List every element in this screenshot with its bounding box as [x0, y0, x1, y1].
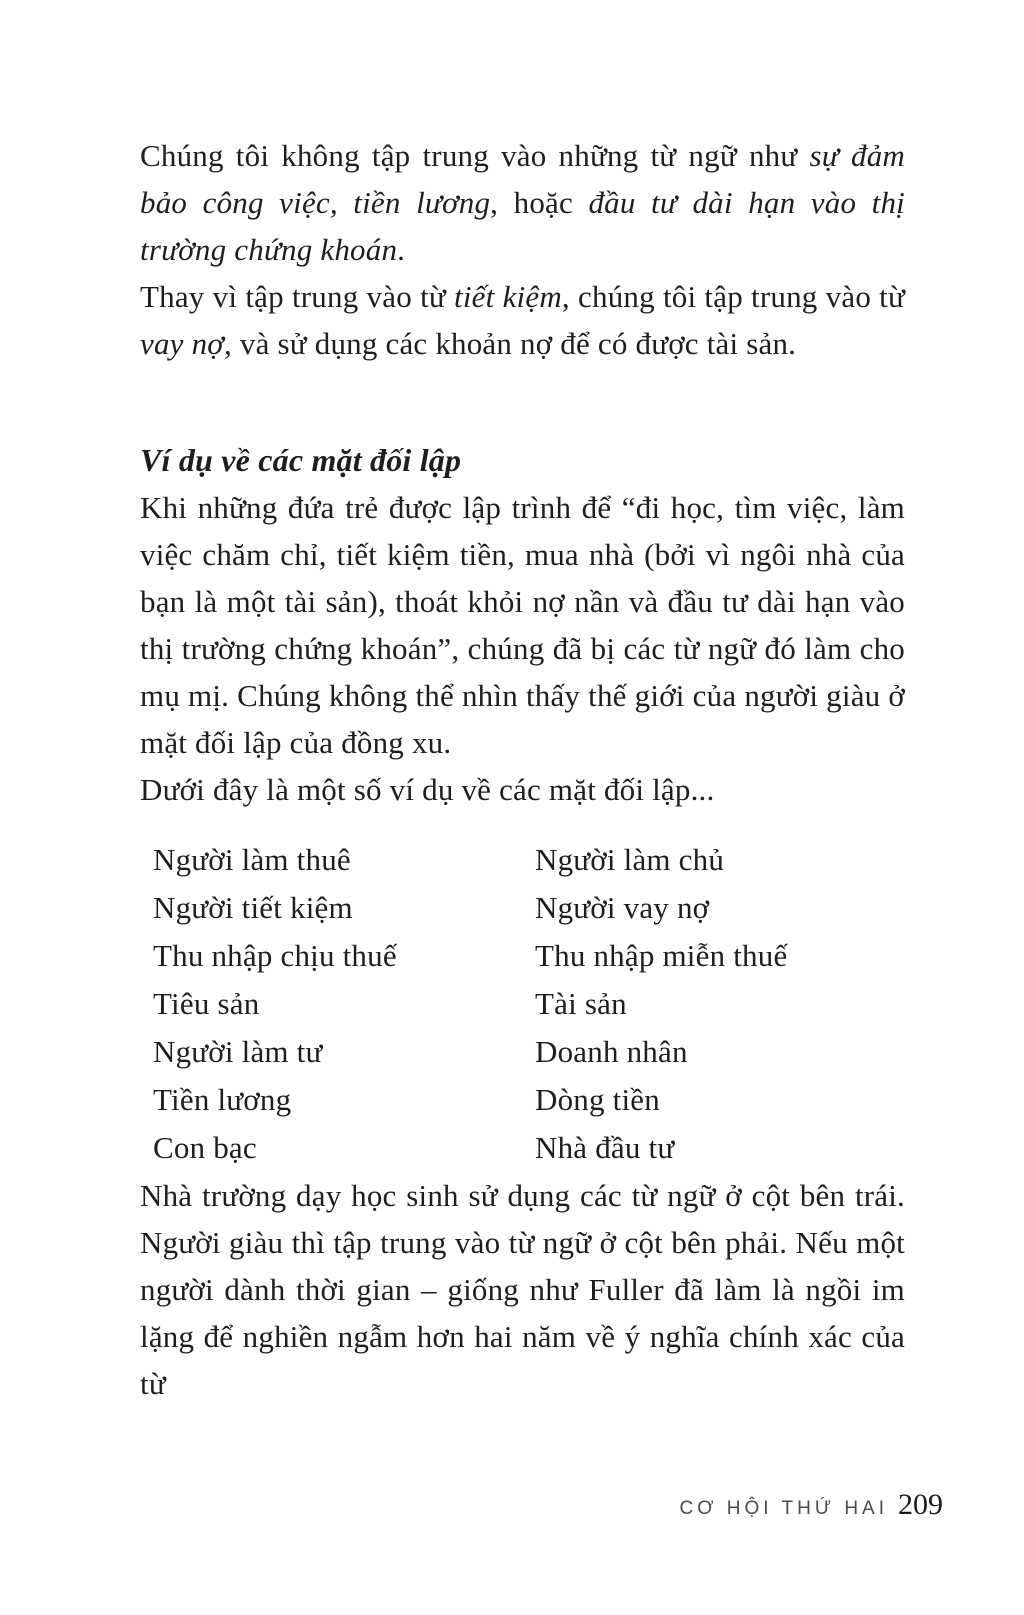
section-heading: Ví dụ về các mặt đối lập — [140, 442, 462, 478]
paragraph-focus — [140, 273, 905, 367]
opposites-row — [153, 1124, 905, 1172]
body-text-segment: , hoặc — [490, 185, 589, 220]
opposite-left-item: Người tiết kiệm — [153, 890, 353, 925]
opposites-row — [153, 884, 905, 932]
paragraph-schools: Nhà trường dạy học sinh sử dụng các từ ngữ ở cột bên trái. Người giàu thì tập trung vào từ ngữ ở cột bên phải. Nếu một người dành thời gian – giống như Fuller đã làm là ngồi im lặng để nghiền ngẫm hơn hai năm về ý nghĩa chính xác của từ — [140, 1178, 905, 1401]
emphasized-text: tiết kiệm — [454, 279, 562, 314]
opposites-list — [140, 836, 905, 1172]
opposite-left-item: Tiêu sản — [153, 986, 260, 1021]
emphasized-text: sự đảm bảo công việc, tiền lương — [140, 138, 905, 220]
paragraph-examples-intro: Dưới đây là một số ví dụ về các mặt đối lập... — [140, 772, 715, 807]
emphasized-text: vay nợ — [140, 326, 225, 361]
opposite-left-item: Thu nhập chịu thuế — [153, 938, 397, 973]
body-text-segment: , chúng tôi tập trung vào từ — [561, 279, 905, 314]
page-number: 209 — [898, 1488, 943, 1521]
opposites-row — [153, 1076, 905, 1124]
opposite-left-item: Con bạc — [153, 1130, 257, 1165]
opposite-left-item: Người làm tư — [153, 1034, 323, 1069]
opposite-right-item: Doanh nhân — [535, 1034, 688, 1069]
running-title: CƠ HỘI THỨ HAI — [679, 1498, 888, 1519]
opposite-right-item: Nhà đầu tư — [535, 1130, 675, 1165]
body-text-segment: , và sử dụng các khoản nợ để có được tài sản. — [224, 326, 797, 361]
body-text-segment: Chúng tôi không tập trung vào những từ ngữ như — [140, 138, 810, 173]
opposites-row — [153, 980, 905, 1028]
opposites-row — [153, 1028, 905, 1076]
page-body — [140, 0, 905, 1407]
opposite-right-item: Người làm chủ — [535, 842, 725, 877]
opposite-right-item: Thu nhập miễn thuế — [535, 938, 788, 973]
opposite-right-item: Dòng tiền — [535, 1082, 660, 1117]
paragraph-intro — [140, 132, 905, 273]
page-footer — [679, 1488, 943, 1522]
body-text-segment: . — [397, 232, 406, 267]
body-text-segment: Thay vì tập trung vào từ — [140, 279, 455, 314]
opposite-right-item: Tài sản — [535, 986, 627, 1021]
emphasized-text: đầu tư dài hạn vào thị trường chứng khoán — [140, 185, 905, 267]
opposites-row — [153, 836, 905, 884]
opposite-right-item: Người vay nợ — [535, 890, 710, 925]
paragraph-programming: Khi những đứa trẻ được lập trình để “đi học, tìm việc, làm việc chăm chỉ, tiết kiệm tiền, mua nhà (bởi vì ngôi nhà của bạn là một tài sản), thoát khỏi nợ nần và đầu tư dài hạn vào thị trường chứng khoán”, chúng đã bị các từ ngữ đó làm cho mụ mị. Chúng không thể nhìn thấy thế giới của người giàu ở mặt đối lập của đồng xu. — [140, 490, 905, 760]
opposite-left-item: Người làm thuê — [153, 842, 351, 877]
opposite-left-item: Tiền lương — [153, 1082, 292, 1117]
opposites-row — [153, 932, 905, 980]
